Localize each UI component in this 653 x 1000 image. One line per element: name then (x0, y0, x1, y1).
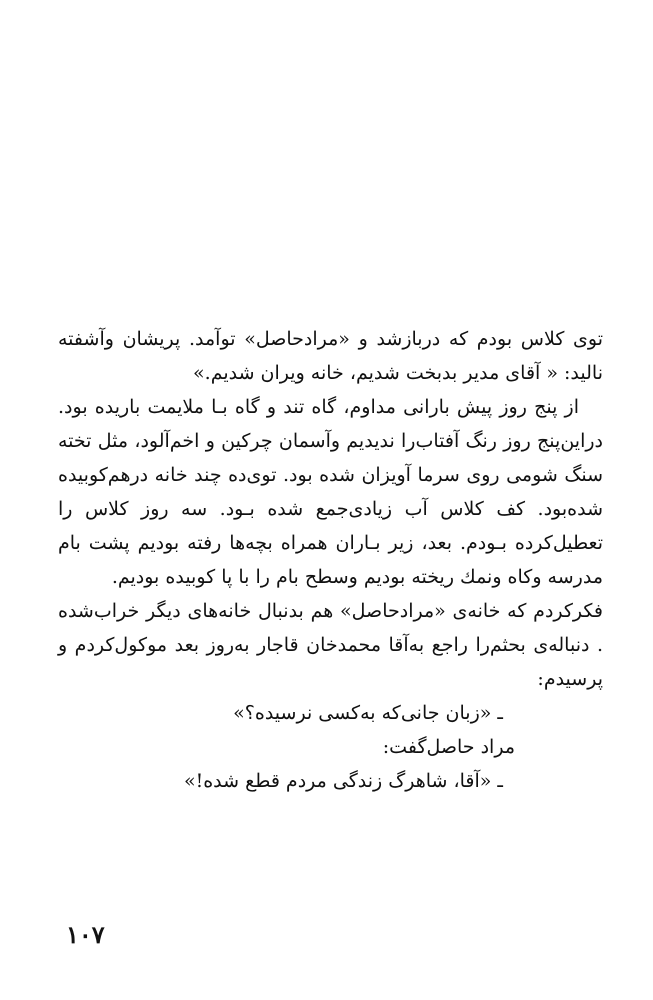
paragraph-2: از پنج روز پیش بارانی مداوم، گاه تند و گاه بـا ملایمت باریده بود. دراین‌پنج روز رنگ آفتاب‌را ندیدیم وآسمان چرکین و اخم‌آلود، مثل تخته سنگ شومی روی سرما آویزان شده بود. توی‌ده چند خانه درهم‌کوبیده شده‌بود. کف کلاس آب زیادی‌جمع شده بـود. سه روز کلاس را تعطیل‌کرده بـودم. بعد، زیر بـاران همراه بچه‌ها رفته بودیم پشت بام مدرسه وکاه ونمك ریخته بودیم وسطح بام را با پا کوبیده بودیم. (58, 396, 604, 588)
dialog-answer: ـ «آقا، شاهرگ زندگی مردم قطع شده!» (183, 770, 503, 792)
page-number: ۱۰۷ (66, 920, 105, 949)
body-text (58, 322, 603, 798)
dialog-narration: مراد حاصل‌گفت: (382, 736, 515, 758)
paragraph-3: فکرکردم که خانه‌ی «مرادحاصل» هم بدنبال خانه‌های دیگر خراب‌شده . دنباله‌ی بحثم‌را راجع به‌آقا محمدخان قاجار به‌روز بعد موکول‌کردم و پرسیدم: (58, 600, 603, 690)
paragraph-1: توی کلاس بودم که دربازشد و «مرادحاصل» توآمد. پریشان وآشفته نالید: « آقای مدیر بدبخت شدیم، خانه ویران شدیم.» (58, 328, 603, 384)
dialog-question: ـ «زبان جانی‌که به‌کسی نرسیده؟» (233, 702, 503, 724)
